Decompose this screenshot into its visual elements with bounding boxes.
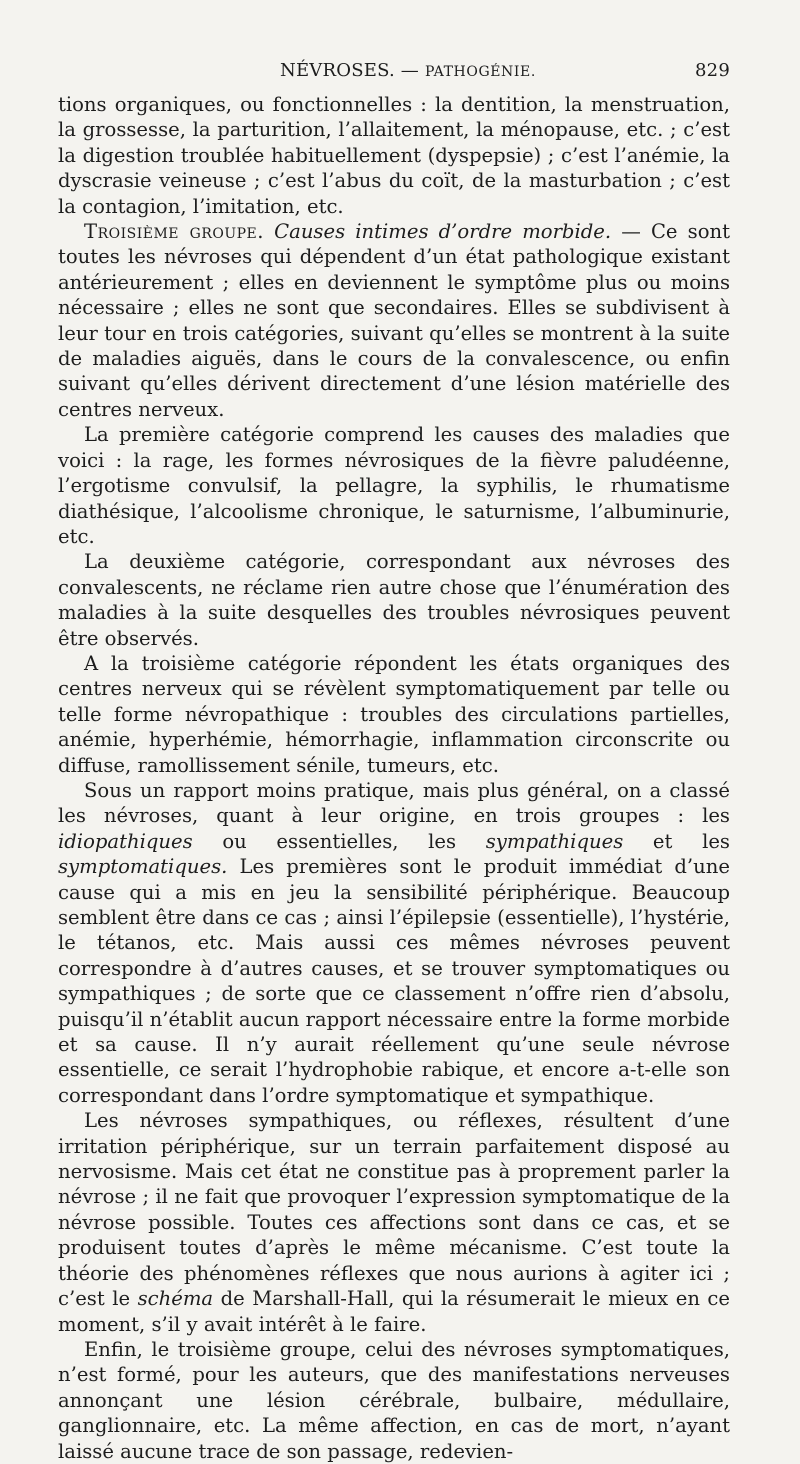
section-label: Troisième groupe. — [84, 220, 265, 244]
page-number: 829 — [695, 60, 730, 81]
paragraph-2-text: — Ce sont toutes les névroses qui dépendent d’un état pathologique existant antérieurement ; elles en deviennent le symptôme plus ou moins nécessaire ; elles ne sont que secondaires. Elles se subdivisent à leur tour en trois catégories, suivant qu’elles se montrent à la suite de maladies aiguës, dans le cours de la convalescence, ou enfin suivant qu’elles dérivent directement d’une lésion matérielle des centres nerveux. — [58, 220, 730, 421]
term-schema: schéma — [137, 1287, 214, 1311]
paragraph-5: A la troisième catégorie répondent les états organiques des centres nerveux qui se révèlent symptomatiquement par telle ou telle forme névropathique : troubles des circulations partielles, anémie, hyperhémie, hémorrhagie, inflammation circonscrite ou diffuse, ramollissement sénile, tumeurs, etc. — [58, 651, 730, 777]
term-sympathiques: sympathiques — [485, 829, 624, 853]
running-title-separator: — — [394, 60, 425, 81]
paragraph-1: tions organiques, ou fonctionnelles : la dentition, la menstruation, la grossesse, la parturition, l’allaitement, la ménopause, etc. ; c’est la digestion troublée habituellement (dyspepsie) ; c’est l’anémie, la dyscrasie veineuse ; c’est l’abus du coït, de la masturbation ; c’est la contagion, l’imitation, etc. — [58, 93, 730, 218]
paragraph-6-part-a: Sous un rapport moins pratique, mais plus général, on a classé les névroses, quant à leur origine, en trois groupes : les — [58, 778, 730, 828]
section-title: Causes intimes d’ordre morbide. — [274, 220, 612, 244]
paragraph-6-part-b: ou essentielles, les — [192, 829, 486, 853]
running-title — [280, 60, 536, 81]
body-text — [58, 92, 730, 1464]
paragraph-3: La première catégorie comprend les causes des maladies que voici : la rage, les formes névrosiques de la fièvre paludéenne, l’ergotisme convulsif, la pellagre, la syphilis, le rhumatisme diathésique, l’alcoolisme chronique, le saturnisme, l’albuminurie, etc. — [58, 423, 730, 548]
running-title-sub: PATHOGÉNIE. — [424, 64, 536, 80]
paragraph-7 — [58, 1108, 730, 1337]
paragraph-6-part-c: et les — [623, 829, 730, 853]
paragraph-7-part-b: de Marshall-Hall, qui la résumerait le mieux en ce moment, s’il y avait intérêt à le faire. — [58, 1287, 731, 1336]
running-header — [58, 56, 730, 92]
paragraph-6 — [58, 778, 730, 1108]
running-title-main: NÉVROSES. — [280, 60, 395, 81]
paragraph-2 — [58, 219, 730, 422]
term-idiopathiques: idiopathiques — [58, 829, 193, 853]
paragraph-4: La deuxième catégorie, correspondant aux névroses des convalescents, ne réclame rien autre chose que l’énumération des maladies à la suite desquelles des troubles névrosiques peuvent être observés. — [58, 550, 730, 650]
paragraph-8: Enfin, le troisième groupe, celui des névroses symptomatiques, n’est formé, pour les auteurs, que des manifestations nerveuses annonçant une lésion cérébrale, bulbaire, médullaire, ganglionnaire, etc. La même affection, en cas de mort, n’ayant laissé aucune trace de son passage, redevien- — [58, 1337, 730, 1463]
paragraph-6-part-d: Les premières sont le produit immédiat d’une cause qui a mis en jeu la sensibilité périphérique. Beaucoup semblent être dans ce cas ; ainsi l’épilepsie (essentielle), l’hystérie, le tétanos, etc. Mais aussi ces mêmes névroses peuvent correspondre à d’autres causes, et se trouver symptomatiques ou sympathiques ; de sorte que ce classement n’offre rien d’absolu, puisqu’il n’établit aucun rapport nécessaire entre la forme morbide et sa cause. Il n’y aurait réellement qu’une seule névrose essentielle, ce serait l’hydrophobie rabique, et encore a-t-elle son correspondant dans l’ordre symptomatique et sympathique. — [58, 855, 730, 1107]
paragraph-7-part-a: Les névroses sympathiques, ou réflexes, résultent d’une irritation périphérique, sur un terrain parfaitement disposé au nervosisme. Mais cet état ne constitue pas à proprement parler la névrose ; il ne fait que provoquer l’expression symptomatique de la névrose possible. Toutes ces affections sont dans ce cas, et se produisent toutes d’après le même mécanisme. C’est toute la théorie des phénomènes réflexes que nous aurions à agiter ici ; c’est le — [58, 1109, 730, 1311]
term-symptomatiques: symptomatiques. — [58, 855, 228, 879]
